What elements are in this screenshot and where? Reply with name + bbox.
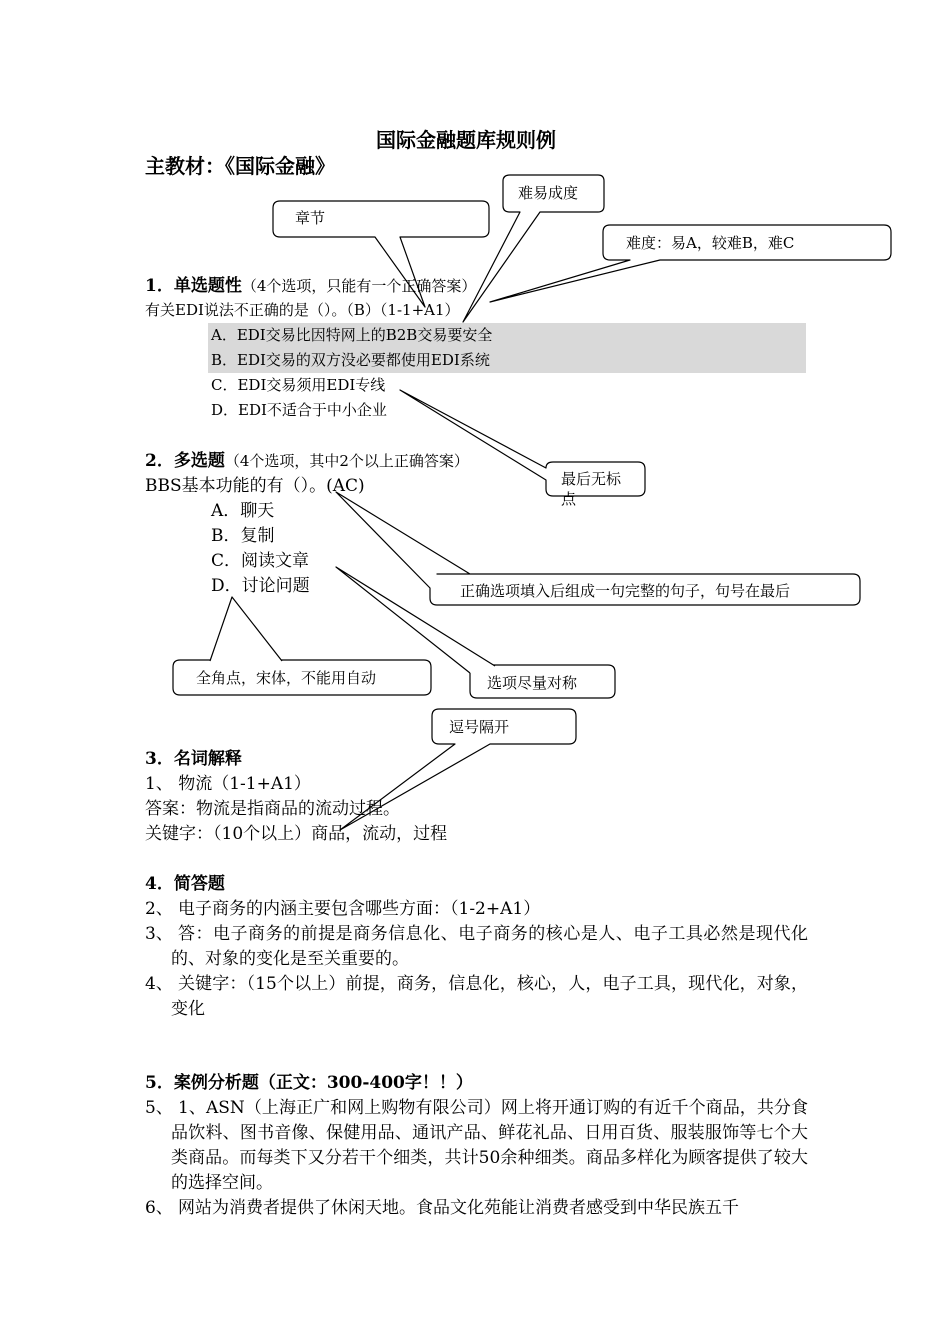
page-subtitle: 主教材：《国际金融》 <box>145 154 335 178</box>
q4-item-1-text: 电子商务的内涵主要包含哪些方面：（1-2+A1） <box>178 899 541 919</box>
q5-item-1-text: 1、ASN（上海正广和网上购物有限公司）网上将开通订购的有近千个商品，共分食品饮料、图书音像、保健用品、通讯产品、鲜花礼品、日用百货、服装服饰等七个大类商品。而每类下又分若干个细类，共计50余种细类。商品多样化为顾客提供了较大的选择空间。 <box>171 1098 808 1193</box>
q1-heading-line <box>145 274 476 298</box>
q2-heading-line <box>145 449 469 473</box>
q1-option-b: B．EDI交易的双方没必要都使用EDI系统 <box>211 351 490 369</box>
callout-chapter-text: 章节 <box>295 209 326 227</box>
q3-item: 1、 物流（1-1+A1） <box>145 774 311 794</box>
callout-difficulty-degree-text: 难易成度 <box>518 184 579 202</box>
q4-item-3-text: 关键字：（15个以上）前提，商务，信息化，核心，人，电子工具，现代化，对象，变化 <box>171 974 808 1019</box>
q1-note: （4个选项，只能有一个正确答案） <box>241 277 477 295</box>
page-title: 国际金融题库规则例 <box>376 128 556 152</box>
q4-heading: 4．简答题 <box>145 874 225 894</box>
q5-item-2-num: 6、 <box>145 1198 173 1218</box>
q4-item-1-num: 2、 <box>145 899 173 919</box>
q2-option-c: C．阅读文章 <box>211 551 310 571</box>
callout-comma-separated-text: 逗号隔开 <box>449 718 510 736</box>
q1-option-c: C．EDI交易须用EDI专线 <box>211 376 386 394</box>
callout-fullwidth-punct-text: 全角点，宋体，不能用自动 <box>196 669 377 687</box>
q2-heading: 2．多选题 <box>145 451 225 471</box>
q1-heading: 1．单选题性 <box>145 276 242 296</box>
q1-option-a: A．EDI交易比因特网上的B2B交易要安全 <box>211 326 493 344</box>
q2-option-b: B．复制 <box>211 526 275 546</box>
q5-item-1-num: 5、 <box>145 1098 173 1118</box>
q2-option-a: A．聊天 <box>211 501 275 521</box>
q4-item-3-num: 4、 <box>145 974 173 994</box>
callout-no-final-punct-text-2: 点 <box>561 490 577 508</box>
callout-correct-sentence-text: 正确选项填入后组成一句完整的句子，句号在最后 <box>460 582 791 600</box>
q2-note: （4个选项，其中2个以上正确答案） <box>224 452 469 470</box>
q5-heading: 5．案例分析题（正文：300-400字！！） <box>145 1073 473 1093</box>
q2-option-d: D．讨论问题 <box>211 576 310 596</box>
callout-symmetric-options-text: 选项尽量对称 <box>487 674 578 692</box>
q4-item-2-text: 答：电子商务的前提是商务信息化、电子商务的核心是人、电子工具必然是现代化的、对象的变化是至关重要的。 <box>171 924 808 969</box>
q1-option-d: D．EDI不适合于中小企业 <box>211 401 387 419</box>
q1-question: 有关EDI说法不正确的是（）。（B）（1-1+A1） <box>145 301 460 319</box>
q3-keywords: 关键字：（10个以上）商品，流动，过程 <box>145 824 448 844</box>
q3-answer: 答案：物流是指商品的流动过程。 <box>145 799 400 819</box>
q5-item-2-text: 网站为消费者提供了休闲天地。食品文化苑能让消费者感受到中华民族五千 <box>178 1198 739 1218</box>
callout-difficulty-levels-text: 难度：易A，较难B，难C <box>626 234 795 252</box>
callout-no-final-punct-text-1: 最后无标 <box>561 470 622 488</box>
q2-question: BBS基本功能的有（）。(AC) <box>145 476 365 496</box>
q3-heading: 3．名词解释 <box>145 749 242 769</box>
q4-item-2-num: 3、 <box>145 924 173 944</box>
